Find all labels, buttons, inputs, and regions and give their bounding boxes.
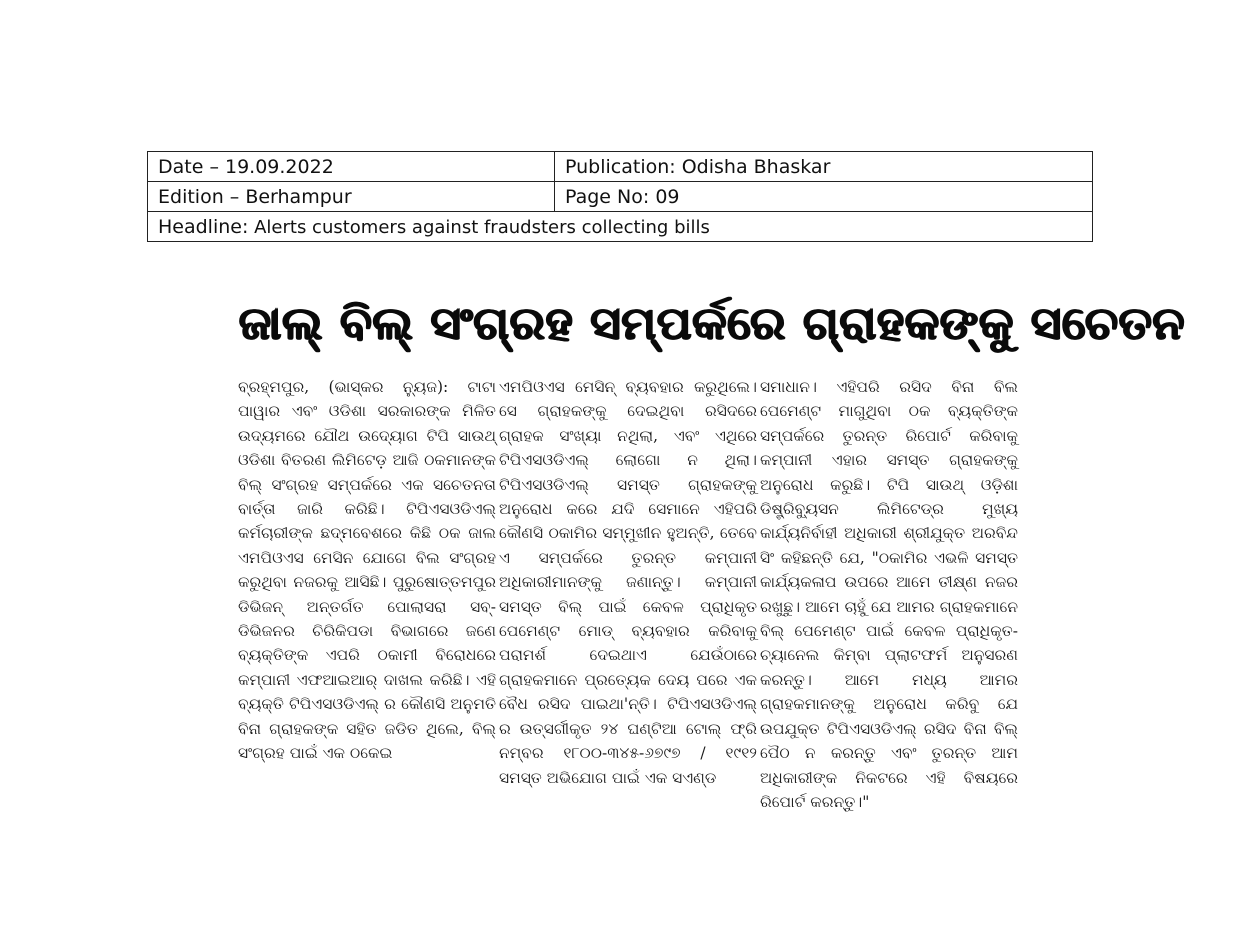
article-column-1: [238, 375, 496, 766]
metadata-row: [148, 182, 1093, 212]
article-headline: ଜାଲ୍ ବିଲ୍ ସଂଗ୍ରହ ସମ୍ପର୍କରେ ଗ୍ରାହକଙ୍କୁ ସଚେତନ: [238, 296, 1185, 350]
page-label: Page No:: [565, 185, 650, 208]
publication-cell: [555, 152, 1093, 182]
edition-cell: Edition – Berhampur: [148, 182, 555, 212]
publication-value: Odisha Bhaskar: [681, 155, 831, 178]
metadata-row: [148, 212, 1093, 242]
page-value: 09: [655, 185, 680, 208]
date-cell: Date – 19.09.2022: [148, 152, 555, 182]
metadata-row: [148, 152, 1093, 182]
article-column-3: [760, 375, 1018, 814]
newspaper-clipping: [226, 283, 1185, 923]
column-1-text: ବ୍ରହ୍ମପୁର, (ଭାସ୍କର ନ୍ୟୁଜ): ଟାଟା ପାୱାର ଏବଂ ଓଡିଶା ସରକାରଙ୍କ ମିଳିତ ଉଦ୍ୟମରେ ଯୌଥ ଉଦ୍ୟୋଗ ଟିପି ସାଉଥ୍ ଓଡିଶା ବିତରଣ ଲିମିଟେଡ଼ ଆଜି ଠକମାନଙ୍କ ବିଲ୍ ସଂଗ୍ରହ ସମ୍ପର୍କରେ ଏକ ସଚେତନତା ବାର୍ତ୍ତା ଜାରି କରିଛି। ଟିପିଏସଓଡିଏଲ୍ କର୍ମଚାରୀଙ୍କ ଛଦ୍ମବେଶରେ କିଛି ଠକ ଜାଲ ଏମପିଓଏସ ମେସିନ ଯୋଗେ ବିଲ ସଂଗ୍ରହ କରୁଥିବା ନଜରକୁ ଆସିଛି। ପୁରୁଷୋତ୍ତମପୁର ଡିଭିଜନ୍ ଅନ୍ତର୍ଗତ ପୋଲାସରା ସବ୍-ଡିଭିଜନର ଚିରିକିପଡା ବିଭାଗରେ ଜଣେ ବ୍ୟକ୍ତିଙ୍କ ଏପରି ଠକାମୀ ବିରୋଧରେ କମ୍ପାନୀ ଏଫଆଇଆର୍ ଦାଖଲ କରିଛି। ଏହି ବ୍ୟକ୍ତି ଟିପିଏସଓଡିଏଲ୍ ର କୌଣସି ଅନୁମତି ବିନା ଗ୍ରାହକଙ୍କ ସହିତ ଜଡିତ ଥିଲେ, ବିଲ୍ ସଂଗ୍ରହ ପାଇଁ ଏକ ଠକେଇ: [238, 378, 496, 763]
column-3-text: ସମାଧାନ। ଏହିପରି ରସିଦ ବିନା ବିଲ ପେମେଣ୍ଟ ମାଗୁଥିବା ଠକ ବ୍ୟକ୍ତିଙ୍କ ସମ୍ପର୍କରେ ତୁରନ୍ତ ରିପୋର୍ଟ କରିବାକୁ କମ୍ପାନୀ ଏହାର ସମସ୍ତ ଗ୍ରାହକଙ୍କୁ ଅନୁରୋଧ କରୁଛି। ଟିପି ସାଉଥ୍ ଓଡ଼ିଶା ଡିଷ୍ଟ୍ରିବ୍ୟୁସନ ଲିମିଟେଡ୍‌ର ମୁଖ୍ୟ କାର୍ଯ୍ୟନିର୍ବାହୀ ଅଧିକାରୀ ଶ୍ରୀଯୁକ୍ତ ଅରବିନ୍ଦ ସିଂ କହିଛନ୍ତି ଯେ, "ଠକାମିର ଏଭଳି ସମସ୍ତ କାର୍ଯ୍ୟକଳାପ ଉପରେ ଆମେ ତୀକ୍ଷ୍ଣ ନଜର ରଖୁଛୁ। ଆମେ ଚାହୁଁ ଯେ ଆମର ଗ୍ରାହକମାନେ ବିଲ୍ ପେମେଣ୍ଟ ପାଇଁ କେବଳ ପ୍ରାଧିକୃତ-ଚ୍ୟାନେଲ କିମ୍ବା ପ୍ଲାଟଫର୍ମ ଅନୁସରଣ କରନ୍ତୁ। ଆମେ ମଧ୍ୟ ଆମର ଗ୍ରାହକମାନଙ୍କୁ ଅନୁରୋଧ କରିବୁ ଯେ ଉପଯୁକ୍ତ ଟିପିଏସଓଡିଏଲ୍ ରସିଦ ବିନା ବିଲ୍ ପୈଠ ନ କରନ୍ତୁ ଏବଂ ତୁରନ୍ତ ଆମ ଅଧିକାରୀଙ୍କ ନିକଟରେ ଏହି ବିଷୟରେ ରିପୋର୍ଟ କରନ୍ତୁ।": [760, 378, 1018, 811]
article-column-2: [499, 375, 757, 790]
publication-label: Publication:: [565, 155, 676, 178]
page-number-cell: [555, 182, 1093, 212]
column-2-text: ଏମପିଓଏସ ମେସିନ୍ ବ୍ୟବହାର କରୁଥିଲେ। ସେ ଗ୍ରାହକଙ୍କୁ ଦେଇଥିବା ରସିଦରେ ଗ୍ରାହକ ସଂଖ୍ୟା ନଥିଲା, ଏବଂ ଏଥିରେ ଟିପିଏସଓଡିଏଲ୍ ଲୋଗୋ ନ ଥିଲା। ଟିପିଏସଓଡିଏଲ୍ ସମସ୍ତ ଗ୍ରାହକଙ୍କୁ ଅନୁରୋଧ କରେ ଯଦି ସେମାନେ ଏହିପରି କୌଣସି ଠକାମିର ସମ୍ମୁଖୀନ ହୁଅନ୍ତି, ତେବେ ଏ ସମ୍ପର୍କରେ ତୁରନ୍ତ କମ୍ପାନୀ ଅଧିକାରୀମାନଙ୍କୁ ଜଣାନ୍ତୁ। କମ୍ପାନୀ ସମସ୍ତ ବିଲ୍ ପାଇଁ କେବଳ ପ୍ରାଧିକୃତ ପେମେଣ୍ଟ ମୋଡ୍ ବ୍ୟବହାର କରିବାକୁ ପରାମର୍ଶ ଦେଇଥାଏ ଯେଉଁଠାରେ ଗ୍ରାହକମାନେ ପ୍ରତ୍ୟେକ ଦେୟ ପରେ ଏକ ବୈଧ ରସିଦ ପାଇଥା'ନ୍ତି। ଟିପିଏସଓଡିଏଲ୍ ର ଉତ୍ସର୍ଗୀକୃତ ୨୪ ଘଣ୍ଟିଆ ଟୋଲ୍ ଫ୍ରି ନମ୍ବର ୧୮୦୦-୩୪୫-୬୭୯୭ / ୧୯୧୨ ସମସ୍ତ ଅଭିଯୋଗ ପାଇଁ ଏକ ସଏଣ୍ଡ: [499, 378, 757, 787]
headline-value: Alerts customers against fraudsters collecting bills: [254, 216, 710, 238]
clipping-metadata-table: [147, 151, 1093, 242]
headline-label: Headline:: [158, 215, 249, 238]
headline-cell: [148, 212, 1093, 242]
